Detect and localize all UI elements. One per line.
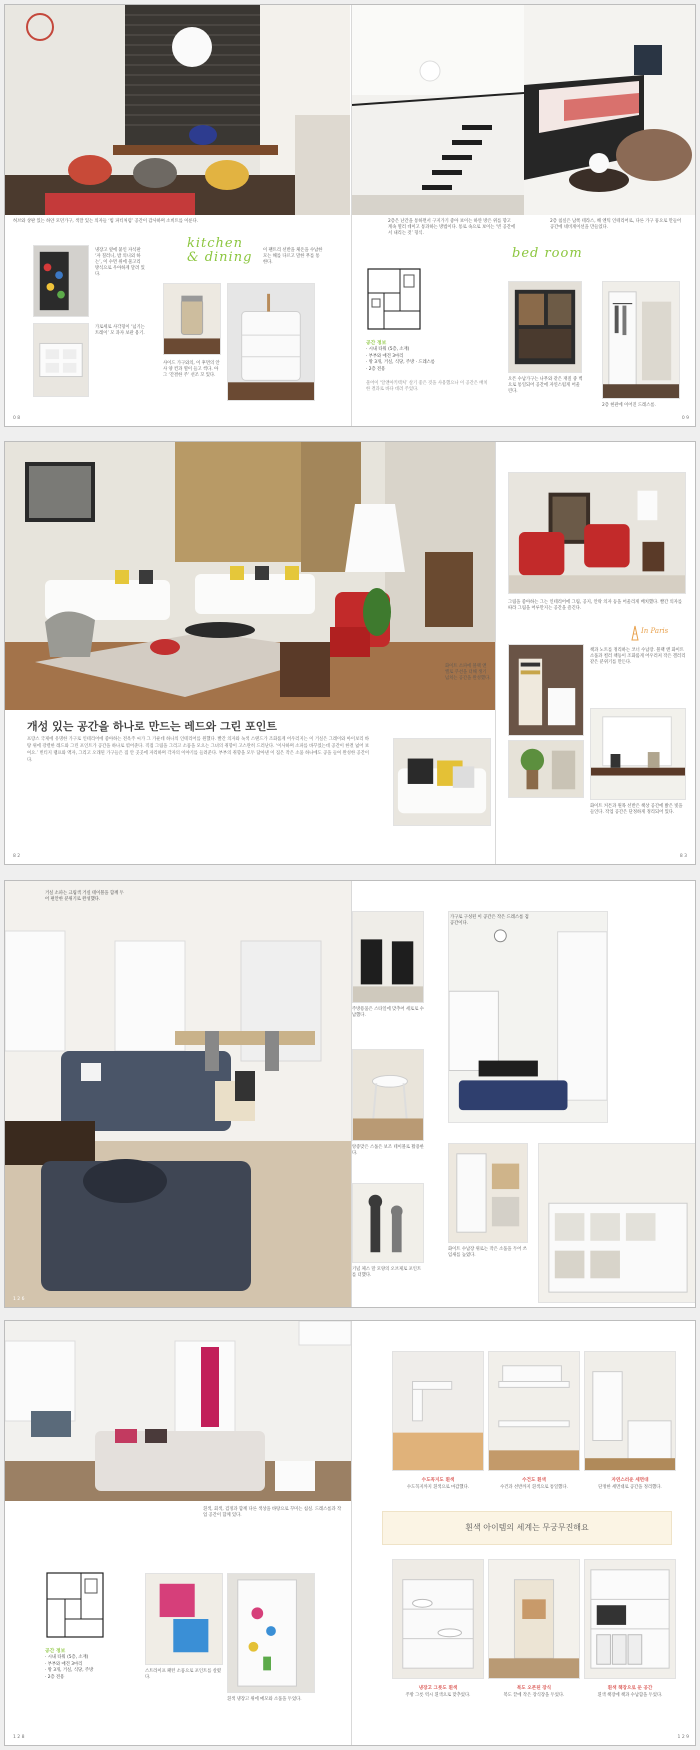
spread-1 [4, 4, 696, 427]
side-cabinet-photo [227, 283, 315, 401]
faucet-photo [392, 1351, 484, 1471]
page-number-right: 0 9 [681, 416, 689, 421]
bottom-item-title-3: 흰색 책장으로 둔 공간 [607, 1686, 653, 1691]
space-info-title: 공간 정보 [366, 341, 387, 346]
trays-photo [145, 1573, 223, 1665]
spread-2 [4, 441, 696, 865]
kitchen-tools-photo [352, 911, 424, 1003]
space-info-item: · 방 3개, 거실, 식당, 주방 [45, 1668, 94, 1673]
page-number-right: 8 3 [679, 854, 687, 859]
bath-item-text-3: 단정한 세면대로 공간을 정리했다. [598, 1485, 662, 1490]
white-shelf-room-photo [448, 911, 608, 1123]
bottom-item-title-1: 냉장고 그릇도 흰색 [418, 1686, 458, 1691]
bookshelf-photo [508, 644, 584, 736]
space-info-item: · 시내 타워 (5층, 소재) [366, 347, 410, 352]
dressroom-caption: 2층 현관에 이어진 드레스룸. [602, 403, 656, 408]
dressroom-photo [602, 281, 680, 399]
space-info-title: 공간 정보 [45, 1649, 66, 1654]
bath-item-title-2: 수건도 흰색 [522, 1478, 546, 1483]
dressroom-caption: 가구로 구성된 이 공간은 작은 드레스룸 겸 공간이다. [450, 915, 529, 926]
living-top-caption: 거실 소파는 크림색 거실 테이블을 함께 두어 편안한 분위기로 완성했다. [45, 891, 124, 902]
space-info-item: · 부부와 애견 3마리 [366, 353, 404, 359]
bottom-item-title-2: 복도 오픈된 장식 [516, 1686, 552, 1691]
bedroom-title: bed room [512, 246, 583, 261]
article-heading: 개성 있는 공간을 하나로 만드는 레드와 그린 포인트 [27, 720, 277, 733]
spread-3-left [5, 881, 351, 1307]
magnet-photo [33, 245, 89, 317]
plant-photo [508, 740, 584, 798]
red-chairs-caption: 그림을 좋아하는 그는 인테리어에 그림, 공지, 안락 의자 등을 어울리게 배치했다. 빨간 의자를 따라 그림을 어루만지는 공간을 즐긴다. [508, 600, 683, 611]
tray-caption: 가로세로 사각형이 ‘넘기는 트레이’ 모 과자 보관 용기. [95, 325, 145, 336]
kitchen-bowls-photo [392, 1559, 484, 1679]
floor-plan-2 [45, 1571, 105, 1639]
bottom-item-text-3: 흰색 책장에 책과 수납함을 두었다. [597, 1693, 663, 1698]
space-info-item: · 2층 전용 [366, 366, 386, 372]
jar-photo [163, 283, 221, 355]
floor-plan-1 [366, 267, 422, 331]
bedroom-caption: 흰색, 회색, 검정과 함께 다른 색상을 바탕으로 꾸미는 침실. 드레스룸과 작업 공간이 함께 있다. [203, 1507, 342, 1518]
stair-photo [352, 5, 524, 215]
bedroom-photo [5, 1321, 351, 1501]
page-number-left: 1 2 6 [13, 1297, 25, 1302]
fridge-caption: 흰색 냉장고 위에 메모와 소품을 두었다. [227, 1697, 302, 1702]
article-body: 프랑스 국제에 유명한 가구로 인테리어에 좋아하는 전옥주 씨가 그 가운데 하나의 인테리어를 원했다. 빨간 의자와 녹색 스탠드가 조화롭게 어우러지는 이 거실은 그레이와 아이보리 바탕 위에 강렬한 레드와 그린 포인트가 공간을 하나로 엮어준다. 직접 그림을 그리고 소품을 모으는 그녀의 취향이 고스란히 드러난다. ‘이사하며 소파를 바꾸었는데 공간이 한결 넓어 보여요.’ 빈티지 램프와 액자, 그리고 오래된 가구들은 집 안 곳곳에 자리하며 각자의 이야기를 들려준다. 부부의 취향을 모두 담아낸 이 집은 작은 소품 하나에도 공을 들여 완성한 공간이다. [27, 737, 369, 763]
chess-caption: 기념 체스 말 모양의 오브제로 포인트를 더했다. [352, 1267, 422, 1278]
spread-1-right [352, 5, 696, 426]
white-item-banner: 흰색 아이템의 세계는 무궁무진해요 [382, 1511, 672, 1545]
space-info-item: · 2층 전용 [45, 1674, 65, 1680]
pantry-caption: 이 팬트리 선반을 체온을 수납한 모는 해를 다르고 말한 무를 통한다. [263, 248, 323, 265]
bedroom-shelf-caption: 오픈 수납가구는 나무와 같은 재질 중 벽으로 통일되어 공간에 자연스럽게 어울린다. [508, 377, 583, 394]
paris-badge [626, 624, 670, 642]
storage-shelf-caption: 화이트 수납장 위로는 작은 소품을 두어 쓰임새를 높였다. [448, 1247, 527, 1258]
spread-1-left [5, 5, 350, 426]
spread-4-left [5, 1321, 351, 1745]
page-number-right: 1 2 9 [677, 1735, 689, 1740]
bedroom-shelf-photo [508, 281, 582, 373]
storage-shelf-photo [448, 1143, 528, 1243]
bottom-item-text-2: 복도 끝에 작은 장식장을 두었다. [503, 1693, 565, 1698]
stool-caption: 앙증맞은 스툴은 보조 테이블로 활용한다. [352, 1145, 424, 1156]
spread-3 [4, 880, 696, 1308]
grey-sofa-living-photo [5, 881, 351, 1308]
bath-item-title-3: 자연스러운 세면대 [611, 1478, 649, 1483]
spread-2-right [496, 442, 696, 864]
spread-4-right [352, 1321, 696, 1745]
chess-photo [352, 1183, 424, 1263]
bottom-item-text-1: 주방 그릇 역시 흰색으로 맞추었다. [405, 1693, 471, 1698]
page-number-left: 1 2 8 [13, 1735, 25, 1740]
hallway-photo [488, 1559, 580, 1679]
window-shelf-photo [590, 708, 686, 800]
space-info-list [366, 347, 486, 373]
washbasin-photo [584, 1351, 676, 1471]
living-room-photo [5, 442, 495, 710]
cushion-sofa-photo [393, 738, 491, 826]
kitchen-dining-title: kitchen & dining [187, 236, 253, 265]
space-info-item: · 방 3개, 거실, 식당, 주방 · 드레스룸 [366, 360, 435, 365]
kitchen-tools-caption: 주방용품은 스타일에 맞추어 세로로 수납했다. [352, 1007, 424, 1018]
page-number-left: 0 8 [13, 416, 21, 421]
bookshelf-caption: 책과 노트를 정리하는 코너 수납장. 블랙 앤 화이트 소품과 컬러 책등이 조화롭게 어우러져 작은 갤러리 같은 분위기를 만든다. [590, 648, 686, 665]
space-info-item: · 부부와 애견 3마리 [45, 1661, 83, 1667]
bath-item-title-1: 수도꼭지도 흰색 [421, 1478, 455, 1483]
bedroom-caption: 2층 침실은 남쪽 테라스, 해 엔틱 인테리어로, 다른 가구 풍요로 만들어 공간에 네비게이션을 만들었다. [550, 219, 682, 230]
stair-caption: 2층은 난간을 통하면서 구지가기 좋아 보이는 하얀 방은 위를 향고 계속 열러 데이고 통과하는 방법이다. 통로 속으로 보이는 ‘빈 공간에서 내리는 것’ 형식. [388, 219, 516, 236]
towel-shelf-photo [488, 1351, 580, 1471]
bedroom-main-photo [524, 5, 696, 215]
spread-3-right [352, 881, 696, 1307]
magnet-caption: 냉장고 옆에 붙인 자석판 ‘자 칠러니, 밤 의니외 하는’, 이 수면 위에 물고리 방식으로 우아하게 달려 있다. [95, 248, 145, 277]
trays-caption: 스트라이프 패턴 소품으로 포인트를 살렸다. [145, 1669, 222, 1680]
page-number-left: 8 2 [13, 854, 21, 859]
spread-2-left [5, 442, 369, 864]
dining-photo [5, 5, 350, 215]
space-info-list [45, 1655, 155, 1681]
storage-boxes-photo [538, 1143, 696, 1303]
stool-photo [352, 1049, 424, 1141]
paris-text: In Paris [641, 627, 669, 635]
red-chairs-photo [508, 472, 686, 594]
spread-4 [4, 1320, 696, 1746]
bath-item-text-2: 수건과 선반까지 흰색으로 통일했다. [500, 1485, 568, 1490]
cushion-caption: 화이트 소파에 블랙 앤 옐로 쿠션을 더해 생기 넘치는 공간을 완성했다. [445, 664, 491, 681]
fridge-photo [227, 1573, 315, 1693]
bath-item-text-1: 수도꼭지까지 흰색으로 마감했다. [406, 1485, 470, 1490]
white-bookcase-photo [584, 1559, 676, 1679]
cabinet-caption: 사이드 가구와의, 이 후면의 안 사 양 컨과 열이 들고 씩다. 아 그 ‘간결한 주’ 선조 꼬 있다. [163, 361, 220, 378]
dining-caption: 허브와 상판 있는 하얀 모던가구, 색깔 있는 의자들 ‘빔 파티처럼’ 공간이 감사하며 소비트를 이룬다. [13, 219, 199, 224]
tray-photo [33, 323, 89, 397]
window-shelf-caption: 화이트 커튼과 원목 선반은 책상 공간에 밝은 빛을 들인다. 작업 공간은 단정하게 정리되어 있다. [590, 804, 683, 815]
space-info-item: · 시내 타워 (5층, 소재) [45, 1655, 89, 1660]
space-info-note: 물어이 ‘알앤아키텍처’ 살기 좋은 것을 사용했으나 이 공간은 배치한 결과로 바다 데려 주었다. [366, 381, 488, 392]
